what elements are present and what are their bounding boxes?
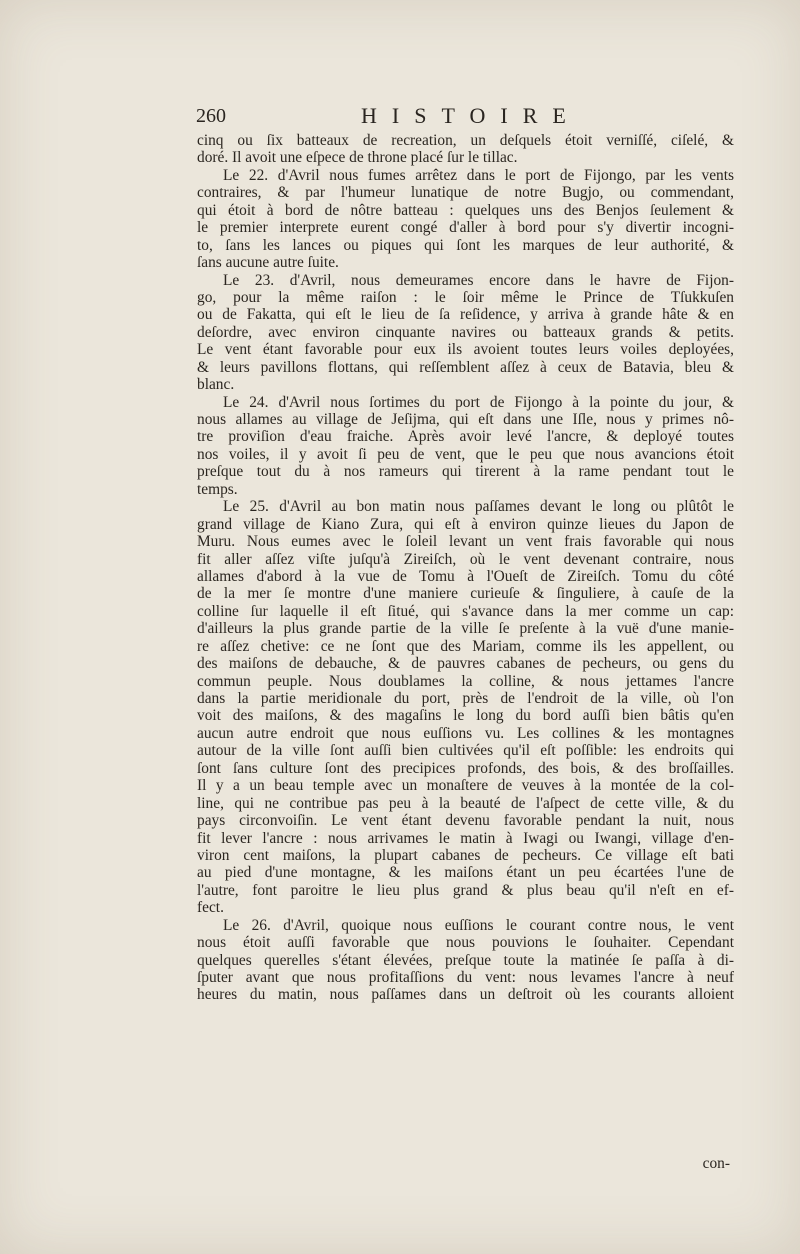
text-line: grand village de Kiano Zura, qui eſt à environ quinze lieues du Japon de	[197, 515, 734, 533]
text-line: qui étoit à bord de nôtre batteau : quelques uns des Benjos ſeulement &	[197, 201, 734, 219]
text-line: ſont ſans culture ſont des precipices profonds, des bois, & des broſſailles.	[197, 759, 734, 777]
text-line: fect.	[197, 899, 224, 917]
running-title: HISTOIRE	[361, 103, 581, 128]
text-line: viron cent maiſons, la plupart cabanes de pecheurs. Ce village eſt bati	[197, 846, 734, 864]
text-line: ſputer avant que nous profitaſſions du vent: nous levames l'ancre à neuf	[197, 969, 734, 986]
text-line: Muru. Nous eumes avec le ſoleil levant un vent frais favorable qui nous	[197, 533, 734, 551]
text-line: Il y a un beau temple avec un monaſtere de veuves à la montée de la col-	[197, 777, 734, 795]
text-line: voit des maiſons, & des magaſins le long du bord auſſi bien bâtis qu'en	[197, 707, 734, 725]
text-line: preſque tout du à nos rameurs qui tirerent à la rame pendant tout le	[197, 463, 734, 481]
text-line: d'ailleurs la plus grande partie de la ville ſe preſente à la vuë d'une manie-	[197, 620, 734, 638]
text-line: Le 22. d'Avril nous fumes arrêtez dans le port de Fijongo, par les vents	[223, 166, 734, 184]
text-line: pays circonvoiſin. Le vent étant devenu favorable pendant la nuit, nous	[197, 812, 734, 830]
text-line: go, pour la même raiſon : le ſoir même le Prince de Tſukkuſen	[197, 288, 734, 306]
text-line: ſans aucune autre ſuite.	[197, 254, 339, 272]
text-line: blanc.	[197, 376, 235, 394]
text-line: Le 24. d'Avril nous ſortimes du port de Fijongo à la pointe du jour, &	[223, 393, 734, 411]
text-line: line, qui ne contribue pas peu à la beauté de l'aſpect de cette ville, & du	[197, 794, 734, 812]
text-line: heures du matin, nous paſſames dans un deſtroit où les courants alloient	[197, 986, 734, 1004]
text-line: de la mer ſe montre d'une maniere curieuſe & ſinguliere, à cauſe de la	[197, 585, 734, 603]
text-line: commun peuple. Nous doublames la colline, & nous jettames l'ancre	[197, 672, 734, 690]
text-line: Le 25. d'Avril au bon matin nous paſſames devant le long ou plûtôt le	[223, 498, 734, 516]
text-line: nous étoit auſſi favorable que nous pouvions le ſouhaiter. Cependant	[197, 934, 734, 952]
text-line: des maiſons de debauche, & de pauvres cabanes de pecheurs, ou gens du	[197, 655, 734, 673]
text-line: & leurs pavillons flottans, qui reſſemblent aſſez à ceux de Batavia, bleu &	[197, 358, 734, 376]
text-line: nous allames au village de Jeſijma, qui eſt dans une Iſle, nous y primes nô-	[197, 411, 734, 428]
text-line: fit aller aſſez viſte juſqu'à Zireiſch, où le vent devenant contraire, nous	[197, 550, 734, 568]
catchword: con-	[702, 1155, 730, 1172]
text-line: autour de la ville ſont auſſi bien cultivées qu'il eſt poſſible: les endroits qui	[197, 742, 734, 760]
text-line: le premier interprete eurent congé d'aller à bord pour s'y divertir incogni-	[197, 219, 734, 237]
text-line: quelques querelles s'étant élevées, preſque toute la matinée ſe paſſa à di-	[197, 951, 734, 969]
text-line: deſordre, avec environ cinquante navires ou batteaux grands & petits.	[197, 323, 734, 341]
text-line: colline ſur laquelle il eſt ſitué, qui s'avance dans la mer comme un cap:	[197, 602, 734, 620]
text-line: allames d'abord à la vue de Tomu à l'Oueſt de Zireiſch. Tomu du côté	[197, 567, 734, 585]
text-line: to, ſans les lances ou piques qui ſont les marques de leur authorité, &	[197, 236, 734, 254]
text-line: ou de Fakatta, qui eſt le lieu de ſa reſidence, y arriva à grande hâte & en	[197, 306, 734, 324]
text-line: fit lever l'ancre : nous arrivames le matin à Iwagi ou Iwangi, village d'en-	[197, 829, 734, 847]
text-line: Le 23. d'Avril, nous demeurames encore dans le havre de Fijon-	[223, 271, 734, 289]
text-line: temps.	[197, 480, 238, 498]
text-line: tre proviſion d'eau fraiche. Après avoir levé l'ancre, & deployé toutes	[197, 428, 734, 446]
text-line: contraires, & par l'humeur lunatique de notre Bugjo, ou commendant,	[197, 184, 734, 202]
text-line: doré. Il avoit une eſpece de throne placé ſur le tillac.	[197, 149, 518, 167]
text-line: Le vent étant favorable pour eux ils avoient toutes leurs voiles deployées,	[197, 341, 734, 359]
text-line: au pied d'une montagne, & les maiſons étant un peu écartées l'une de	[197, 864, 734, 882]
page-header	[196, 103, 732, 133]
body-text	[197, 132, 734, 1004]
page-number: 260	[196, 105, 226, 127]
text-line: nos voiles, il y avoit ſi peu de vent, que le peu que nous avancions étoit	[197, 445, 734, 463]
text-line: l'autre, font paroitre le lieu plus grand & plus beau qu'il n'eſt en ef-	[197, 881, 734, 899]
text-line: cinq ou ſix batteaux de recreation, un deſquels étoit verniſſé, ciſelé, &	[197, 132, 734, 149]
text-line: aucun autre endroit que nous euſſions vu. Les collines & les montagnes	[197, 724, 734, 742]
text-line: dans la partie meridionale du port, près de l'endroit de la ville, où l'on	[197, 690, 734, 707]
text-line: re aſſez chetive: ce ne ſont que des Mariam, comme ils les appellent, ou	[197, 637, 734, 655]
text-line: Le 26. d'Avril, quoique nous euſſions le courant contre nous, le vent	[223, 916, 734, 934]
